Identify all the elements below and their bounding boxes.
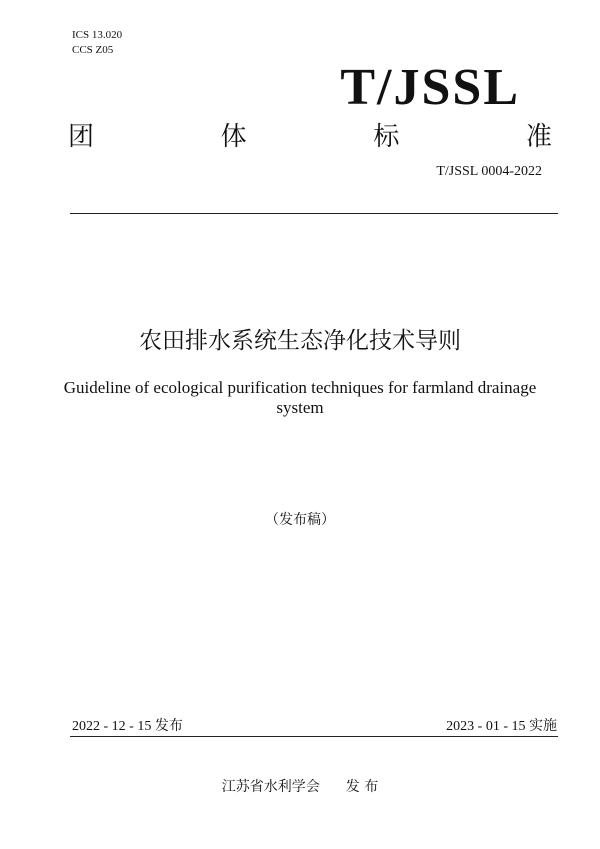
publisher-name: 江苏省水利学会 [221,779,320,795]
draft-status: （发布稿） [265,512,335,528]
classification-codes [72,28,122,58]
footer-divider [70,736,558,737]
standard-type-char: 团 [68,122,95,152]
implement-date-label: 实施 [529,718,557,734]
standard-type-char: 准 [525,122,552,152]
header-divider [70,213,558,214]
ccs-code: CCS Z05 [72,44,114,56]
title-chinese: 农田排水系统生态净化技术导则 [139,328,461,354]
issue-date-label: 发布 [154,718,183,734]
implement-date [446,715,557,735]
standard-type [68,116,552,153]
publisher [0,776,600,796]
implement-date-value: 2023 - 01 - 15 [446,719,526,734]
ics-code: ICS 13.020 [72,29,123,41]
organization-logo: T/JSSL [340,59,520,116]
issue-date [72,715,183,735]
publisher-action: 发 布 [345,779,379,795]
standard-number: T/JSSL 0004-2022 [436,164,542,179]
standard-type-char: 体 [220,122,247,152]
title-english: Guideline of ecological purification techniques for farmland drainage system [63,378,537,417]
issue-date-value: 2022 - 12 - 15 [72,719,152,734]
standard-type-char: 标 [373,122,400,152]
